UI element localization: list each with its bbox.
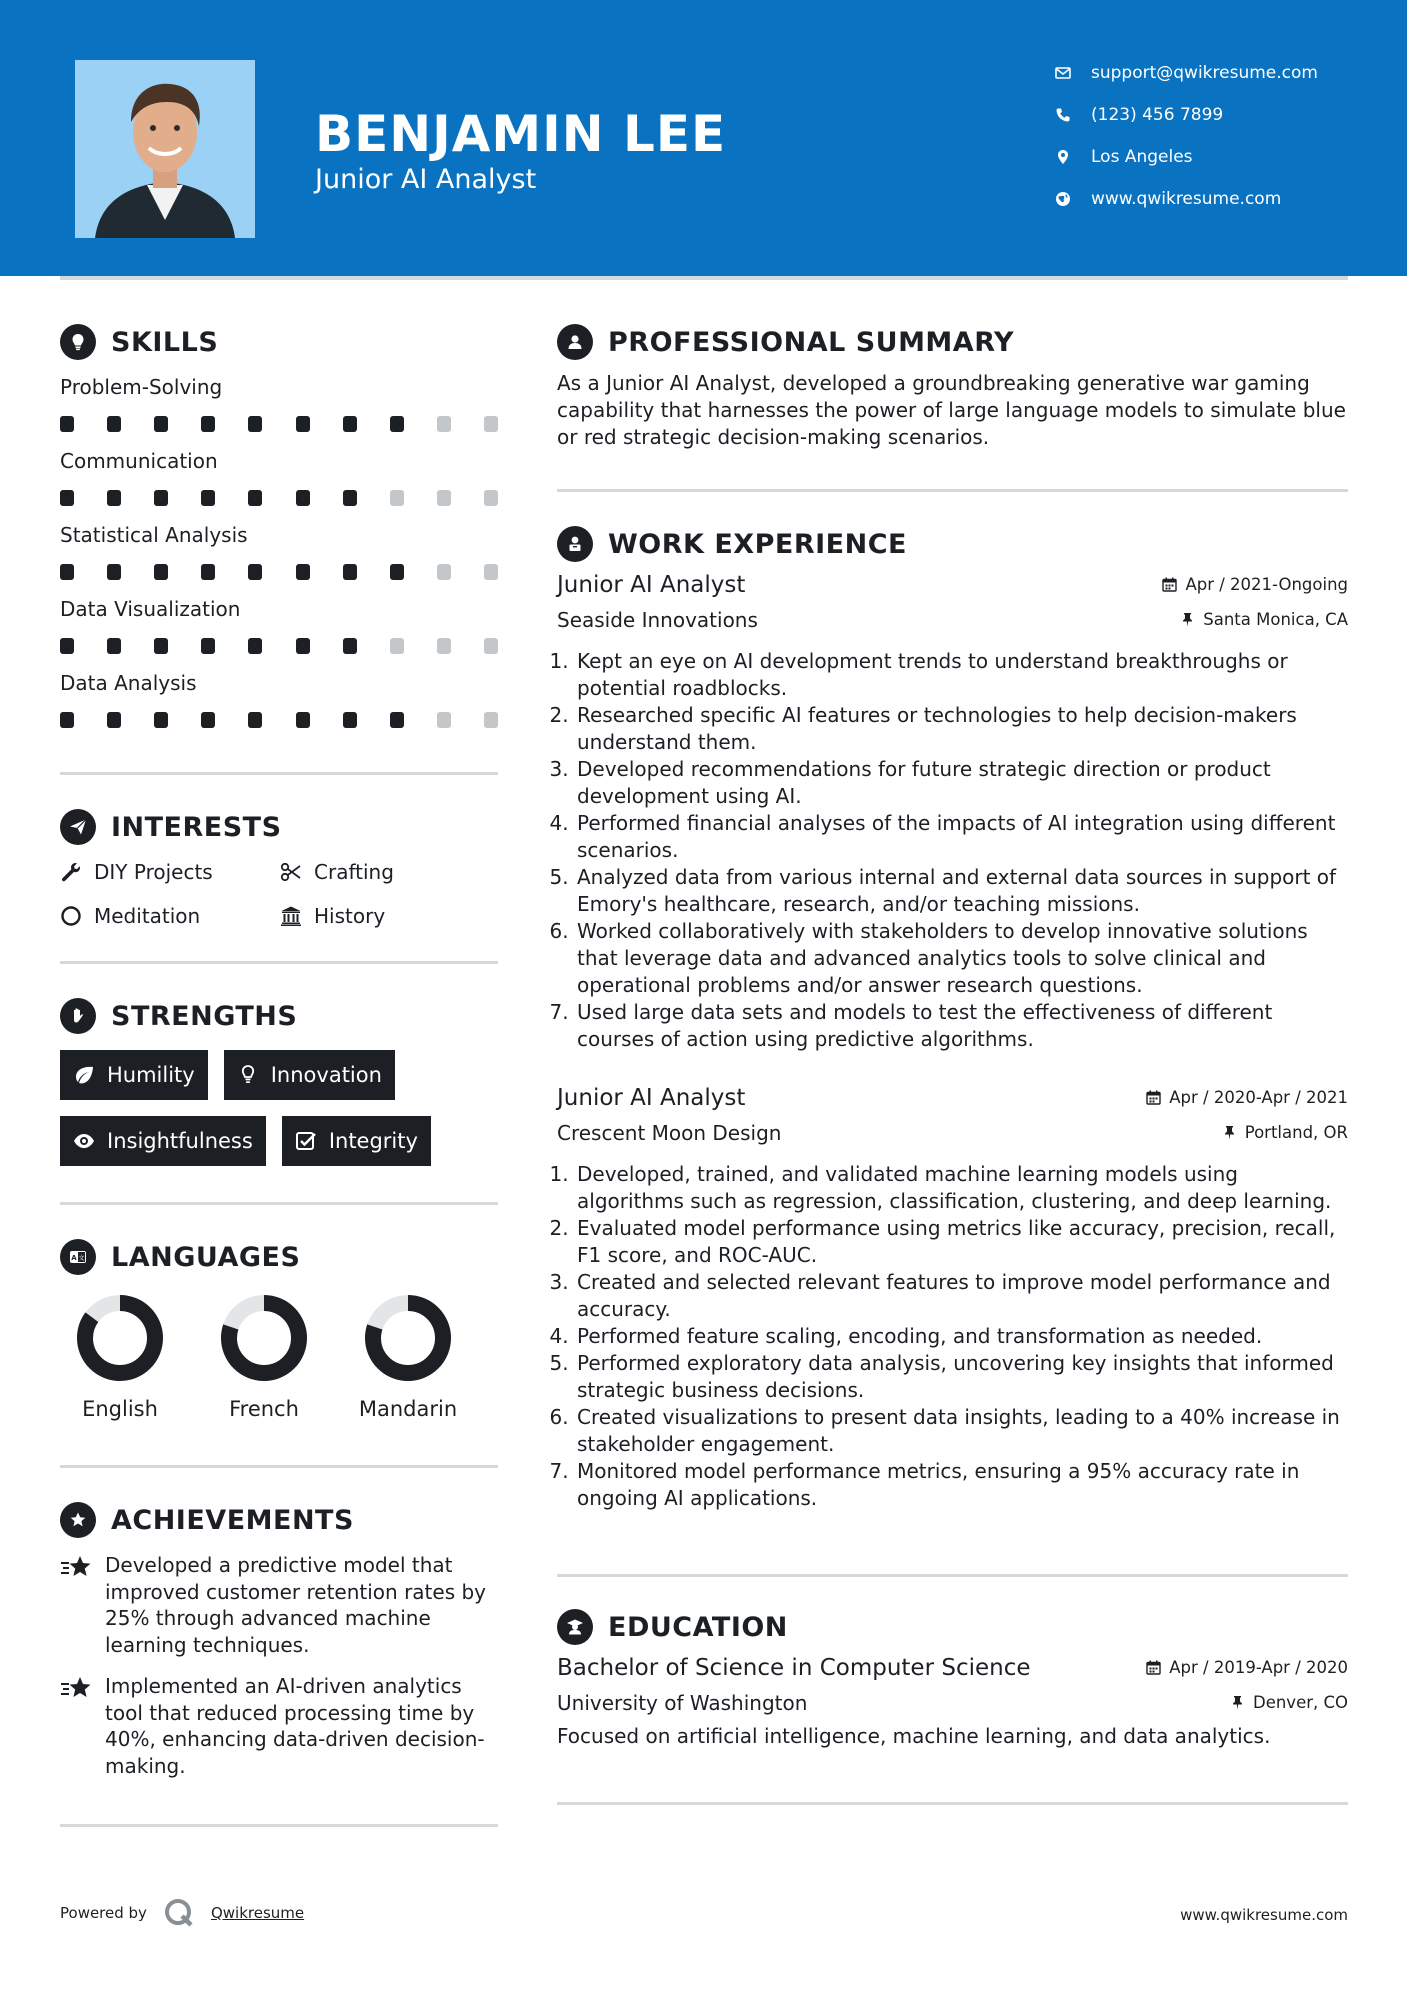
jobs-list	[557, 572, 1348, 1512]
section-divider	[60, 772, 498, 775]
rating-dot-filled	[390, 564, 404, 580]
rating-dot-filled	[154, 712, 168, 728]
job-bullet: 5. Performed exploratory data analysis, uncovering key insights that informed strategic business decisions.	[575, 1350, 1348, 1404]
rating-dot-empty	[390, 638, 404, 654]
interests-heading	[60, 805, 498, 849]
strength-label: Integrity	[328, 1129, 418, 1153]
section-divider	[557, 489, 1348, 492]
rating-dot-filled	[154, 638, 168, 654]
contact-list	[1055, 52, 1395, 220]
rating-dot-filled	[154, 490, 168, 506]
job-bullet: 7. Used large data sets and models to test the effectiveness of different courses of action using predictive algorithms.	[575, 999, 1348, 1053]
skill-rating	[60, 402, 498, 446]
job-dates-text: Apr / 2021-Ongoing	[1185, 575, 1348, 594]
rating-dot-filled	[60, 490, 74, 506]
summary-text: As a Junior AI Analyst, developed a groundbreaking generative war gaming capability that harnesses the power of large language models to simulate blue or red strategic decision-making scenarios.	[557, 371, 1346, 449]
interest-item	[280, 857, 498, 887]
envelope-icon	[1055, 65, 1071, 81]
rating-dot-filled	[60, 638, 74, 654]
rating-dot-empty	[437, 564, 451, 580]
hand-icon	[60, 998, 96, 1034]
rating-dot-filled	[60, 712, 74, 728]
job-head	[557, 1085, 1348, 1111]
job-bullet: 1. Developed, trained, and validated machine learning models using algorithms such as regression, classification, clustering, and deep learning.	[575, 1161, 1348, 1215]
lightbulb-icon	[60, 324, 96, 360]
job-dates	[1162, 575, 1348, 594]
job-location	[1180, 610, 1348, 629]
section-title: STRENGTHS	[111, 1000, 298, 1032]
footer-powered	[60, 1896, 304, 1930]
education-sub	[557, 1691, 1348, 1715]
rating-dot-filled	[248, 490, 262, 506]
language-icon	[60, 1239, 96, 1275]
achievement-text: Implemented an AI-driven analytics tool that reduced processing time by 40%, enhancing data-driven decision-making.	[105, 1673, 485, 1778]
wrench-icon	[60, 861, 82, 883]
qwikresume-logo-icon	[162, 1896, 196, 1930]
rating-dot-empty	[484, 490, 498, 506]
skills-section	[60, 320, 498, 742]
rating-dot-filled	[296, 490, 310, 506]
achievement-item	[60, 1673, 498, 1780]
achievements-heading	[60, 1498, 498, 1542]
svg-text:A: A	[71, 1254, 77, 1262]
rating-dot-empty	[484, 564, 498, 580]
strength-tag	[60, 1050, 208, 1100]
section-title: PROFESSIONAL SUMMARY	[608, 326, 1015, 358]
strength-tag	[60, 1116, 266, 1166]
calendar-icon	[1146, 1090, 1161, 1105]
skill-name: Statistical Analysis	[60, 523, 248, 547]
left-column	[60, 320, 498, 1827]
interest-item	[280, 901, 498, 931]
language-ring	[363, 1293, 453, 1383]
lightbulb-icon	[237, 1064, 259, 1086]
contact-website[interactable]	[1055, 178, 1395, 220]
skill-name: Data Analysis	[60, 671, 197, 695]
header	[0, 0, 1407, 276]
rating-dot-empty	[437, 490, 451, 506]
job-dates	[1146, 1088, 1348, 1107]
language-name: English	[82, 1397, 158, 1421]
museum-icon	[280, 905, 302, 927]
education-location	[1230, 1693, 1348, 1712]
interest-label: Meditation	[94, 904, 201, 928]
job-dates-text: Apr / 2020-Apr / 2021	[1169, 1088, 1348, 1107]
check-square-icon	[295, 1130, 317, 1152]
interests-section	[60, 805, 498, 931]
strength-label: Innovation	[270, 1063, 382, 1087]
rating-dot-empty	[390, 490, 404, 506]
rating-dot-filled	[390, 416, 404, 432]
header-divider	[60, 276, 1348, 280]
job-bullet: 6. Worked collaboratively with stakeholders to develop innovative solutions that leverage data and advanced analytics tools to solve clinical and operational problems and/or answer research questions.	[575, 918, 1348, 999]
interest-label: DIY Projects	[94, 860, 213, 884]
calendar-icon	[1162, 577, 1177, 592]
pushpin-icon	[1180, 612, 1195, 627]
job-location-text: Portland, OR	[1244, 1123, 1348, 1142]
rating-dot-filled	[201, 638, 215, 654]
graduate-icon	[557, 1609, 593, 1645]
job-bullet: 3. Created and selected relevant features to improve model performance and accuracy.	[575, 1269, 1348, 1323]
languages-section	[60, 1235, 498, 1421]
rating-dot-filled	[201, 490, 215, 506]
skills-list	[60, 372, 498, 742]
interest-item	[60, 901, 280, 931]
section-title: LANGUAGES	[111, 1241, 301, 1273]
education-location-text: Denver, CO	[1252, 1693, 1348, 1712]
job-bullets	[575, 648, 1348, 1053]
contact-email[interactable]	[1055, 52, 1395, 94]
experience-heading	[557, 522, 1348, 566]
rating-dot-empty	[437, 416, 451, 432]
section-divider	[60, 1824, 498, 1827]
strength-tags	[60, 1050, 498, 1166]
contact-location	[1055, 136, 1395, 178]
rating-dot-filled	[343, 416, 357, 432]
globe-icon	[1055, 191, 1071, 207]
rating-dot-filled	[60, 564, 74, 580]
calendar-icon	[1146, 1660, 1161, 1675]
education-dates-text: Apr / 2019-Apr / 2020	[1169, 1658, 1348, 1677]
achievement-item	[60, 1552, 498, 1659]
pushpin-icon	[1230, 1695, 1245, 1710]
rating-dot-filled	[343, 490, 357, 506]
rating-dot-filled	[343, 638, 357, 654]
job-bullet: 5. Analyzed data from various internal and external data sources in support of Emory's healthcare, research, and/or teaching missions.	[575, 864, 1348, 918]
summary-heading	[557, 320, 1348, 364]
job-location-text: Santa Monica, CA	[1203, 610, 1348, 629]
rating-dot-filled	[107, 416, 121, 432]
profile-photo	[75, 60, 255, 238]
interests-grid	[60, 857, 498, 931]
circle-icon	[60, 905, 82, 927]
section-divider	[60, 1202, 498, 1205]
rating-dot-filled	[107, 564, 121, 580]
rating-dot-filled	[390, 712, 404, 728]
job-bullets	[575, 1161, 1348, 1512]
job-sub	[557, 608, 1348, 632]
rating-dot-filled	[343, 712, 357, 728]
interest-item	[60, 857, 280, 887]
rating-dot-filled	[296, 638, 310, 654]
job-title: Junior AI Analyst	[557, 1085, 746, 1111]
rating-dot-filled	[60, 416, 74, 432]
skill-rating	[60, 698, 498, 742]
rating-dot-filled	[107, 638, 121, 654]
language-item	[60, 1293, 180, 1421]
section-title: ACHIEVEMENTS	[111, 1504, 354, 1536]
rating-dot-filled	[248, 638, 262, 654]
achievement-text: Developed a predictive model that improved customer retention rates by 25% through advanced machine learning techniques.	[105, 1553, 486, 1658]
job-sub	[557, 1121, 1348, 1145]
briefcase-user-icon	[557, 526, 593, 562]
school: University of Washington	[557, 1691, 808, 1715]
map-pin-icon	[1055, 149, 1071, 165]
summary-section	[557, 320, 1348, 451]
skill-item	[60, 446, 498, 520]
skill-name: Communication	[60, 449, 218, 473]
skill-rating	[60, 550, 498, 594]
contact-location-text: Los Angeles	[1091, 147, 1193, 167]
strengths-section	[60, 994, 498, 1166]
interest-label: Crafting	[314, 860, 394, 884]
job-bullet: 7. Monitored model performance metrics, ensuring a 95% accuracy rate in ongoing AI applications.	[575, 1458, 1348, 1512]
phone-icon	[1055, 107, 1071, 123]
language-ring	[219, 1293, 309, 1383]
job-bullet: 3. Developed recommendations for future strategic direction or product development using AI.	[575, 756, 1348, 810]
rating-dot-empty	[437, 712, 451, 728]
job-entry	[557, 1085, 1348, 1512]
skill-item	[60, 594, 498, 668]
section-divider	[557, 1802, 1348, 1805]
rating-dot-filled	[201, 564, 215, 580]
rating-dot-filled	[343, 564, 357, 580]
rating-dot-filled	[248, 564, 262, 580]
powered-by-text: Powered by	[60, 1904, 147, 1922]
rating-dot-filled	[248, 416, 262, 432]
education-description: Focused on artificial intelligence, machine learning, and data analytics.	[557, 1724, 1271, 1748]
user-icon	[557, 324, 593, 360]
company-name: Crescent Moon Design	[557, 1121, 782, 1145]
section-divider	[557, 1574, 1348, 1577]
skill-item	[60, 668, 498, 742]
candidate-title: Junior AI Analyst	[315, 164, 537, 195]
job-bullet: 2. Evaluated model performance using metrics like accuracy, precision, recall, F1 score, and ROC-AUC.	[575, 1215, 1348, 1269]
paper-plane-icon	[60, 809, 96, 845]
strengths-heading	[60, 994, 498, 1038]
interest-label: History	[314, 904, 386, 928]
section-title: SKILLS	[111, 326, 219, 358]
job-bullet: 6. Created visualizations to present data insights, leading to a 40% increase in stakeholder engagement.	[575, 1404, 1348, 1458]
company-name: Seaside Innovations	[557, 608, 758, 632]
contact-phone[interactable]	[1055, 94, 1395, 136]
rating-dot-filled	[107, 712, 121, 728]
star-list-icon	[60, 1675, 94, 1705]
rating-dot-filled	[296, 416, 310, 432]
rating-dot-empty	[484, 416, 498, 432]
job-entry	[557, 572, 1348, 1053]
languages-list	[60, 1293, 468, 1421]
job-bullet: 4. Performed financial analyses of the impacts of AI integration using different scenarios.	[575, 810, 1348, 864]
languages-heading	[60, 1235, 498, 1279]
contact-website-text: www.qwikresume.com	[1091, 189, 1282, 209]
rating-dot-empty	[437, 638, 451, 654]
language-name: Mandarin	[358, 1397, 458, 1421]
language-item	[204, 1293, 324, 1421]
achievements-section	[60, 1498, 498, 1780]
skill-name: Data Visualization	[60, 597, 241, 621]
rating-dot-filled	[201, 712, 215, 728]
job-bullet: 4. Performed feature scaling, encoding, and transformation as needed.	[575, 1323, 1348, 1350]
star-badge-icon	[60, 1502, 96, 1538]
skill-item	[60, 520, 498, 594]
section-divider	[60, 961, 498, 964]
rating-dot-filled	[296, 564, 310, 580]
rating-dot-empty	[484, 638, 498, 654]
experience-section	[557, 522, 1348, 1512]
degree: Bachelor of Science in Computer Science	[557, 1655, 1031, 1681]
skill-rating	[60, 476, 498, 520]
footer-brand-link[interactable]: Qwikresume	[210, 1904, 305, 1922]
leaf-icon	[73, 1064, 95, 1086]
skill-rating	[60, 624, 498, 668]
rating-dot-filled	[296, 712, 310, 728]
education-heading	[557, 1605, 1348, 1649]
candidate-name: BENJAMIN LEE	[315, 105, 727, 163]
job-head	[557, 572, 1348, 598]
rating-dot-filled	[154, 564, 168, 580]
contact-phone-text: (123) 456 7899	[1091, 105, 1224, 125]
rating-dot-empty	[484, 712, 498, 728]
language-item	[348, 1293, 468, 1421]
skill-item	[60, 372, 498, 446]
section-title: EDUCATION	[608, 1611, 788, 1643]
education-section	[557, 1605, 1348, 1750]
strength-tag	[224, 1050, 395, 1100]
language-ring	[75, 1293, 165, 1383]
education-dates	[1146, 1658, 1348, 1677]
eye-icon	[73, 1130, 95, 1152]
job-title: Junior AI Analyst	[557, 572, 746, 598]
rating-dot-filled	[107, 490, 121, 506]
skill-name: Problem-Solving	[60, 375, 223, 399]
svg-text:文: 文	[78, 1255, 85, 1262]
pushpin-icon	[1222, 1125, 1237, 1140]
job-location	[1222, 1123, 1348, 1142]
section-title: WORK EXPERIENCE	[608, 528, 907, 560]
education-head	[557, 1655, 1348, 1681]
job-bullet: 2. Researched specific AI features or technologies to help decision-makers understand them.	[575, 702, 1348, 756]
section-divider	[60, 1465, 498, 1468]
skills-heading	[60, 320, 498, 364]
right-column	[557, 320, 1348, 1805]
language-name: French	[229, 1397, 299, 1421]
strength-label: Humility	[107, 1063, 195, 1087]
contact-email-text: support@qwikresume.com	[1091, 63, 1318, 83]
rating-dot-filled	[154, 416, 168, 432]
rating-dot-filled	[248, 712, 262, 728]
job-bullet: 1. Kept an eye on AI development trends to understand breakthroughs or potential roadblocks.	[575, 648, 1348, 702]
section-title: INTERESTS	[111, 811, 282, 843]
strength-tag	[282, 1116, 431, 1166]
rating-dot-filled	[201, 416, 215, 432]
star-list-icon	[60, 1554, 94, 1584]
scissors-icon	[280, 861, 302, 883]
footer-website[interactable]: www.qwikresume.com	[1180, 1906, 1348, 1924]
strength-label: Insightfulness	[107, 1129, 253, 1153]
